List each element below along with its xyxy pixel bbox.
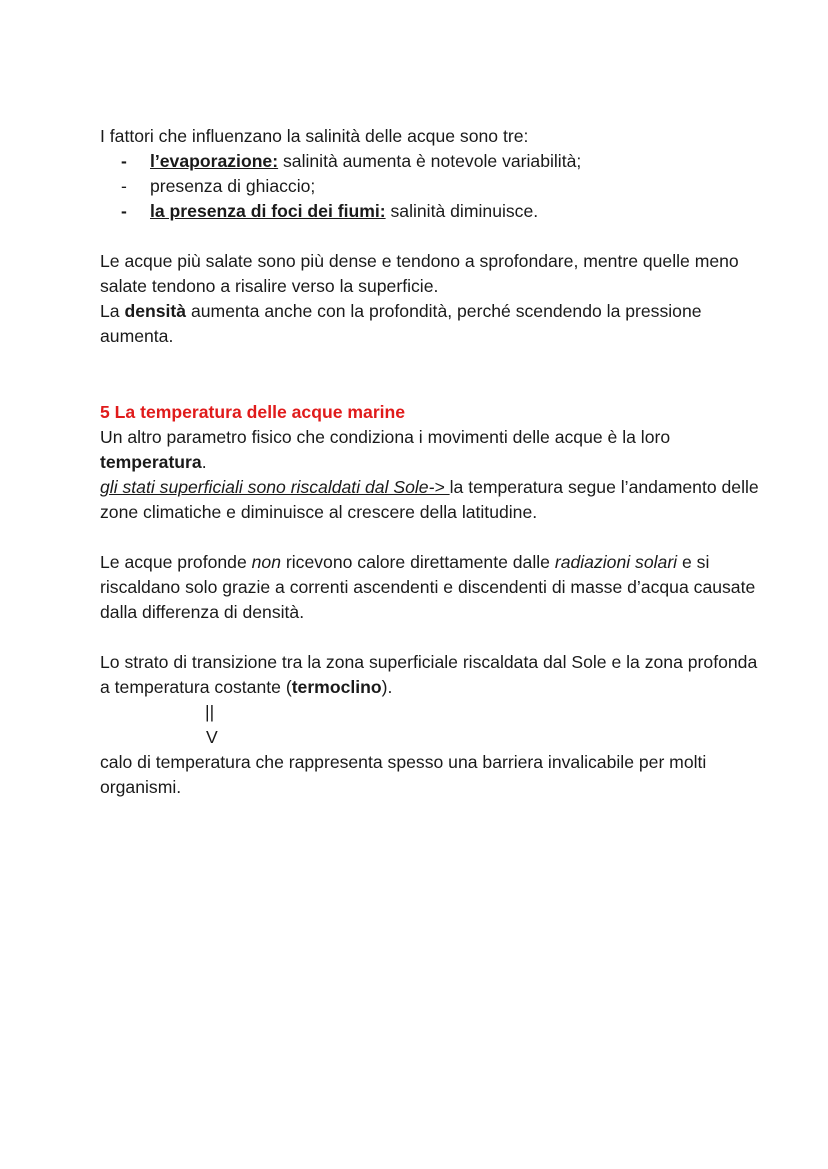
density-paragraph-2 [100, 299, 760, 349]
text-run: la temperatura segue l’andamento delle zone climatiche e diminuisce al crescere della latitudine. [100, 477, 759, 522]
text-run: ). [381, 677, 393, 697]
arrow-head: V [206, 727, 218, 747]
temperature-paragraph-2 [100, 475, 760, 525]
salinity-factors-list [100, 149, 760, 224]
deep-water-paragraph [100, 550, 760, 625]
text-run: . [201, 452, 207, 472]
bullet-dash: - [121, 151, 127, 171]
factor-text: presenza di ghiaccio; [150, 176, 316, 196]
section-heading: 5 La temperatura delle acque marine [100, 402, 406, 422]
text-run: aumenta anche con la profondità, perché scendendo la pressione aumenta. [100, 301, 702, 346]
surface-heating-phrase: gli stati superficiali sono riscaldati dal Sole-> [100, 477, 450, 497]
factor-text: salinità diminuisce. [385, 201, 539, 221]
list-item [100, 149, 760, 174]
text-run: Lo strato di transizione tra la zona superficiale riscaldata dal Sole e la zona profonda a temperatura costante ( [100, 652, 758, 697]
text-run: ricevono calore direttamente dalle [281, 552, 555, 572]
factor-term: la presenza di foci dei fiumi: [150, 201, 386, 221]
text-run: Le acque profonde [100, 552, 252, 572]
temperature-paragraph-1 [100, 425, 760, 475]
thermocline-paragraph [100, 650, 760, 700]
emphasis-non: non [251, 552, 281, 572]
density-paragraph-1: Le acque più salate sono più dense e tendono a sprofondare, mentre quelle meno salate tendono a risalire verso la superficie. [100, 251, 739, 296]
text-run: La [100, 301, 125, 321]
list-item [100, 199, 760, 224]
density-term: densità [124, 301, 187, 321]
emphasis-radiation: radiazioni solari [554, 552, 678, 572]
factor-term: l’evaporazione: [150, 151, 279, 171]
thermocline-term: termoclino [291, 677, 382, 697]
bullet-dash: - [121, 201, 127, 221]
temperature-term: temperatura [100, 452, 202, 472]
arrow-shaft: || [205, 702, 215, 722]
text-run: Un altro parametro fisico che condiziona i movimenti delle acque è la loro [100, 427, 671, 447]
bullet-dash: - [121, 176, 127, 196]
document-page [100, 124, 760, 800]
list-item [100, 174, 760, 199]
temperature-drop-paragraph: calo di temperatura che rappresenta spesso una barriera invalicabile per molti organismi. [100, 752, 707, 797]
text-run: e si riscaldano solo grazie a correnti ascendenti e discendenti di masse d’acqua causate dalla differenza di densità. [100, 552, 756, 622]
factor-text: salinità aumenta è notevole variabilità; [278, 151, 582, 171]
intro-text: I fattori che influenzano la salinità delle acque sono tre: [100, 126, 529, 146]
